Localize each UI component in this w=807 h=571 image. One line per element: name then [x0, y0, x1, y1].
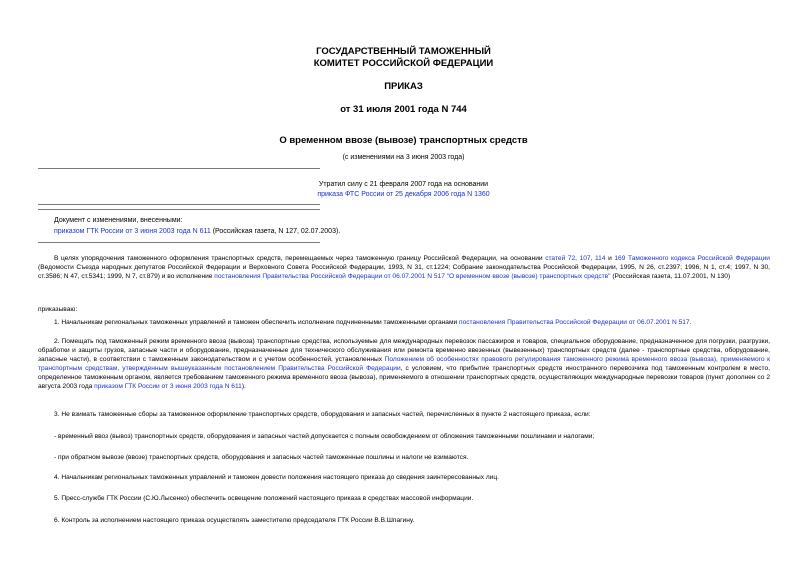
divider — [38, 204, 320, 205]
item-1 — [54, 319, 770, 328]
org-name-line1: ГОСУДАРСТВЕННЫЙ ТАМОЖЕННЫЙ — [316, 46, 491, 57]
preamble-text-1: В целях упорядочения таможенного оформления транспортных средств, перемещаемых через таможенную границу Российской Федерации, на основании — [54, 255, 546, 262]
customs-code-articles-link[interactable]: статей 72, 107, 114 — [545, 255, 606, 262]
item-3a: - временный ввоз (вывоз) транспортных средств, оборудования и запасных частей допускается с полным освобождением от обложения таможенными пошлинами и налогами; — [54, 433, 595, 440]
doc-title: О временном ввозе (вывозе) транспортных средств — [279, 135, 528, 146]
customs-code-link[interactable]: 169 Таможенного кодекса Российской Федерации — [614, 255, 770, 262]
changes-tail: (Российская газета, N 127, 02.07.2003). — [210, 228, 341, 235]
item-6: 6. Контроль за исполнением настоящего приказа осуществлять заместителю председателя ГТК России В.В.Шпагину. — [54, 517, 415, 524]
item-3b: - при обратном вывозе (ввозе) транспортных средств, оборудования и запасных частей таможенные пошлины и налоги не взимаются. — [54, 454, 469, 461]
changes-line — [54, 227, 340, 236]
item-5: 5. Пресс-службе ГТК России (С.Ю.Лысенко) обеспечить освещение положений настоящего приказа в средствах массовой информации. — [54, 495, 474, 502]
preamble-text-3: (Ведомости Съезда народных депутатов Российской Федерации и Верховного Совета Российской Федерации, 1993, N 31, ст.1224; Собрание законодательства Российской Федерации, 1995, N 26, ст.2397; 1996, N 1, ст.4; 1997, N 30, ст.3586; N 47, ст.5341; 1999, N 7, ст.879) и во исполнение — [38, 263, 770, 280]
order-word: приказываю: — [38, 306, 78, 313]
item-2 — [38, 338, 770, 391]
item-2-text-2: , с условием, что прибытие транспортных средств иностранного перевозчика под таможенным контролем в место, определенное таможенным органом, является требованием таможенного режима временного ввоза (вывоза), применяемого в отношении транспортных средств, осуществляющих международные перевозки товаров (пункт дополнен со 2 августа 2003 года — [38, 364, 770, 390]
item-2-tail: ). — [241, 382, 246, 390]
org-name-line2: КОМИТЕТ РОССИЙСКОЙ ФЕДЕРАЦИИ — [313, 58, 494, 69]
status-text: Утратил силу с 21 февраля 2007 года на основании — [318, 181, 489, 188]
repeal-order-link[interactable]: приказа ФТС России от 25 декабря 2006 года N 1360 — [317, 191, 490, 198]
status-link-wrap — [0, 190, 807, 199]
amending-order-link[interactable]: приказом ГТК России от 3 июня 2003 года N 611 — [54, 228, 211, 235]
divider — [38, 242, 320, 243]
doc-type: ПРИКАЗ — [384, 81, 423, 92]
amended-note: (с изменениями на 3 июня 2003 года) — [342, 154, 465, 161]
doc-date-number: от 31 июля 2001 года N 744 — [340, 104, 467, 115]
divider — [38, 168, 320, 169]
item-2-text-1: 2. Помещать под таможенный режим временного ввоза (вывоза) транспортные средства, используемые для международных перевозок пассажиров и товаров, специальное оборудование, предназначенное для погрузки, разгрузки, обработки и защиты грузов, запасные части и оборудование, предназначенные для технического обслуживания или ремонта временно ввезенных (вывезенных) транспортных средств (далее - транспортные средства, оборудование, запасные части), в соответствии с таможенным законодательством и с учетом особенностей, установленных — [38, 338, 770, 363]
item-1-text: 1. Начальникам региональных таможенных управлений и таможен обеспечить исполнение подчиненными таможенными органами — [54, 319, 460, 326]
item-3: 3. Не взимать таможенные сборы за таможенное оформление транспортных средств, оборудования и запасных частей, перечисленных в пункте 2 настоящего приказа, если: — [54, 411, 591, 418]
preamble-text-4: (Российская газета, 11.07.2001, N 130) — [610, 272, 731, 280]
item-4: 4. Начальникам региональных таможенных управлений и таможен довести положения настоящего приказа до сведения заинтересованных лиц. — [54, 474, 499, 481]
divider — [38, 209, 320, 210]
order-611-link[interactable]: приказом ГТК России от 3 июня 2003 года N 611 — [94, 382, 242, 390]
preamble-text-2: и — [605, 255, 615, 262]
government-decree-link[interactable]: постановления Правительства Российской Федерации от 06.07.2001 N 517 "О временном ввозе (вывозе) транспортных средств" — [214, 272, 611, 280]
decree-517-link[interactable]: постановления Правительства Российской Федерации от 06.07.2001 N 517 — [459, 319, 690, 326]
preamble-paragraph — [38, 255, 770, 282]
item-1-tail: . — [689, 319, 692, 326]
regulation-provision-link[interactable]: Положением об особенностях правового регулирования таможенного режима временного ввоза (вывоза), применяемого к транспортным средствам, утвержденным вышеуказанным постановлением Правительства Российской Федерации — [38, 355, 770, 372]
changes-label: Документ с изменениями, внесенными: — [54, 217, 183, 224]
